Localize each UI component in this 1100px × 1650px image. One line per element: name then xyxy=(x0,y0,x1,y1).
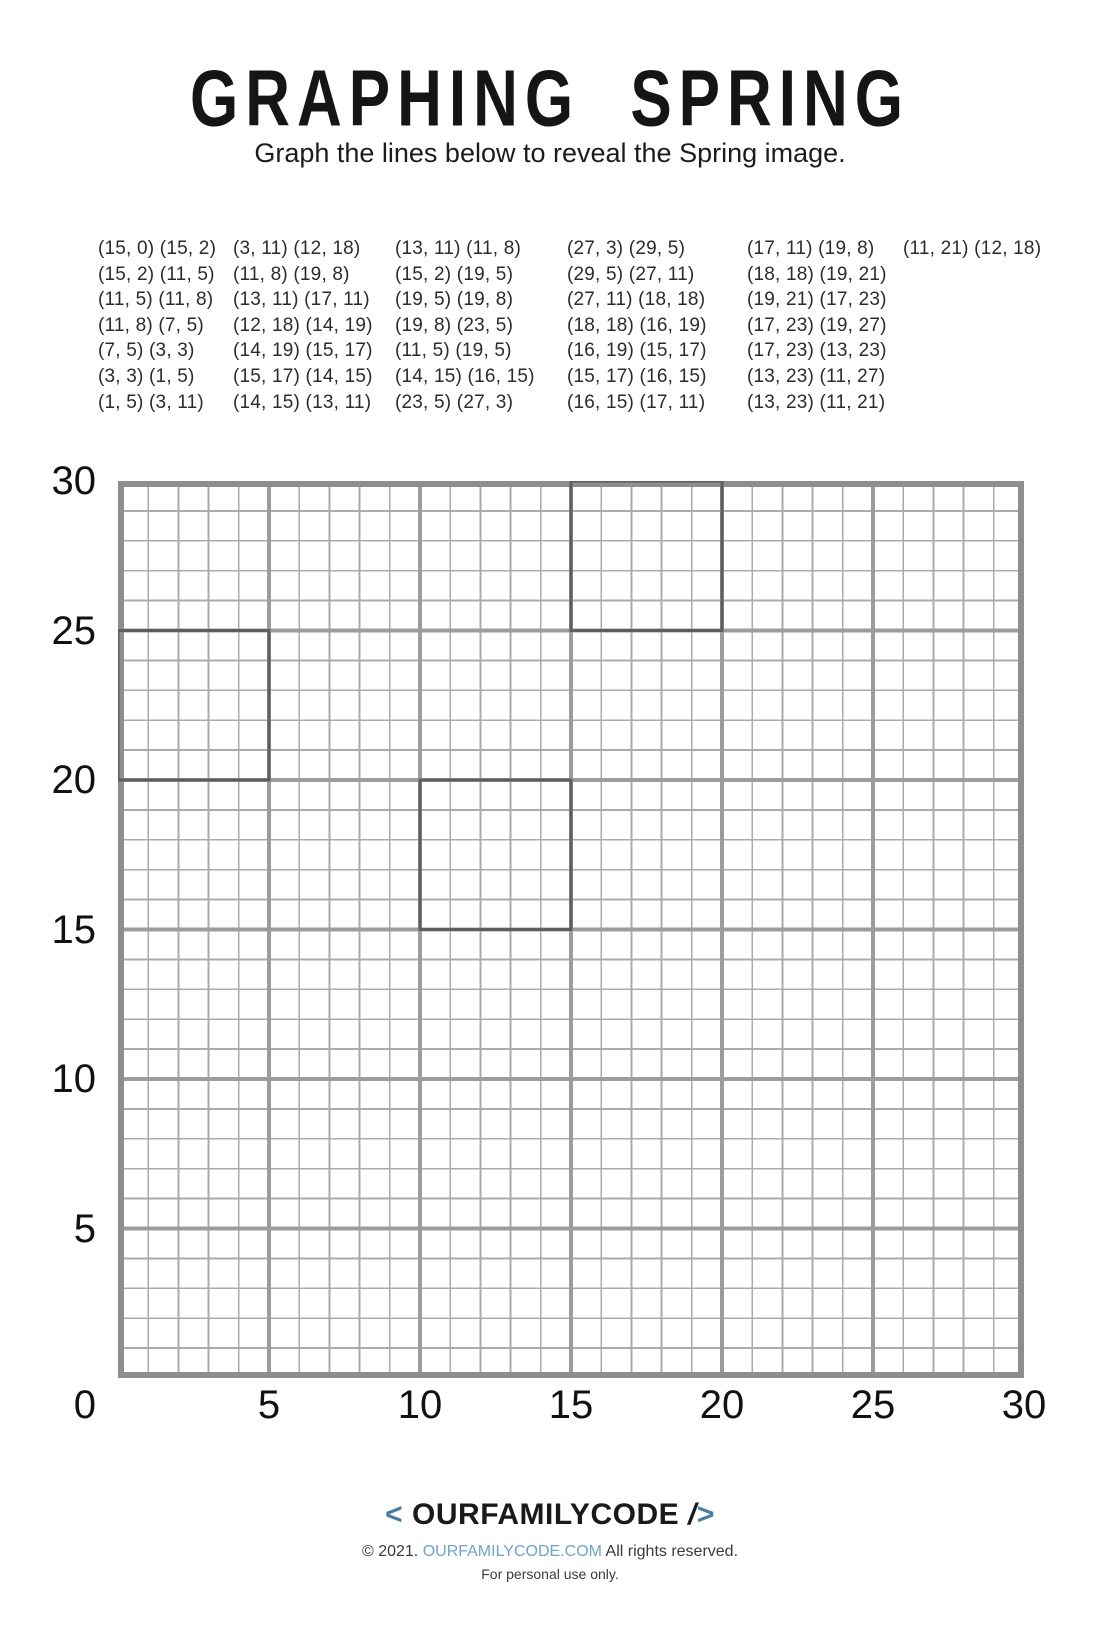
coordinate-pair-line: (3, 3) (1, 5) xyxy=(98,365,195,387)
coordinate-pair-line: (11, 5) (11, 8) xyxy=(98,289,214,311)
coordinate-pair-line: (23, 5) (27, 3) xyxy=(395,391,514,413)
coordinate-pair-line: (11, 21) (12, 18) xyxy=(903,238,1042,259)
logo-slash-icon: / xyxy=(687,1498,697,1531)
coordinate-pair-line: (14, 19) (15, 17) xyxy=(233,340,373,362)
x-tick-label: 10 xyxy=(397,1383,443,1427)
coordinate-column xyxy=(567,236,707,415)
x-tick-label: 30 xyxy=(1001,1383,1047,1427)
coordinate-pair-line: (17, 11) (19, 8) xyxy=(747,238,875,259)
dark-square xyxy=(118,631,269,781)
coordinate-pair-line: (29, 5) (27, 11) xyxy=(567,263,695,285)
coordinate-pair-line: (1, 5) (3, 11) xyxy=(98,391,204,413)
coordinate-pair-line: (15, 2) (11, 5) xyxy=(98,263,215,285)
coordinate-pair-line: (14, 15) (16, 15) xyxy=(395,365,535,387)
coordinate-pair-line: (19, 21) (17, 23) xyxy=(747,289,887,311)
coordinate-pair-line: (14, 15) (13, 11) xyxy=(233,391,372,413)
x-tick-label: 5 xyxy=(257,1383,281,1427)
x-tick-label: 15 xyxy=(548,1383,594,1427)
footer-copyright xyxy=(0,1543,1100,1561)
coordinate-pair-line: (3, 11) (12, 18) xyxy=(233,238,361,259)
coordinate-pair-line: (16, 19) (15, 17) xyxy=(567,340,707,362)
coordinate-pair-line: (11, 5) (19, 5) xyxy=(395,340,512,362)
coordinate-pair-line: (7, 5) (3, 3) xyxy=(98,340,195,362)
coordinate-pair-line: (15, 17) (16, 15) xyxy=(567,365,707,387)
dark-square xyxy=(571,481,722,631)
copyright-icon-text: © 2021. xyxy=(361,1543,423,1560)
dark-square xyxy=(420,780,571,930)
y-tick-label: 30 xyxy=(51,459,96,503)
coordinate-pair-line: (27, 11) (18, 18) xyxy=(567,289,706,311)
footer-site-link[interactable]: OURFAMILYCODE.COM xyxy=(422,1543,602,1560)
coordinate-pair-line: (17, 23) (19, 27) xyxy=(747,314,887,336)
coordinate-pair-line: (15, 2) (19, 5) xyxy=(395,263,514,285)
coordinate-pair-line: (13, 23) (11, 21) xyxy=(747,391,886,413)
coordinate-pair-line: (12, 18) (14, 19) xyxy=(233,314,373,336)
coordinate-pair-line: (16, 15) (17, 11) xyxy=(567,391,706,413)
y-tick-label: 20 xyxy=(51,758,96,802)
y-tick-label: 10 xyxy=(51,1057,96,1101)
coordinate-column xyxy=(747,236,887,415)
coordinate-list xyxy=(0,0,1100,420)
logo-name: OURFAMILYCODE xyxy=(412,1498,680,1531)
footer-usage-note: For personal use only. xyxy=(481,1566,619,1582)
logo-left-bracket-icon: < xyxy=(385,1498,404,1531)
coordinate-column xyxy=(233,236,373,415)
coordinate-pair-line: (11, 8) (19, 8) xyxy=(233,263,350,285)
copyright-suffix: All rights reserved. xyxy=(601,1543,739,1560)
coordinate-pair-line: (13, 11) (17, 11) xyxy=(233,289,370,311)
coordinate-grid xyxy=(118,481,1024,1378)
coordinate-column xyxy=(395,236,535,415)
logo-right-bracket-icon: > xyxy=(696,1498,715,1531)
coordinate-pair-line: (13, 23) (11, 27) xyxy=(747,365,886,387)
coordinate-pair-line: (18, 18) (19, 21) xyxy=(747,263,887,285)
coordinate-pair-line: (27, 3) (29, 5) xyxy=(567,238,686,259)
grid-svg xyxy=(118,481,1024,1378)
coordinate-pair-line: (19, 5) (19, 8) xyxy=(395,289,514,311)
coordinate-pair-line: (15, 17) (14, 15) xyxy=(233,365,373,387)
y-tick-label: 15 xyxy=(51,907,96,952)
origin-label: 0 xyxy=(73,1383,96,1427)
coordinate-pair-line: (13, 11) (11, 8) xyxy=(395,238,522,259)
coordinate-pair-line: (17, 23) (13, 23) xyxy=(747,340,887,362)
coordinate-column xyxy=(98,236,216,415)
x-tick-label: 25 xyxy=(850,1383,896,1427)
coordinate-pair-line: (18, 18) (16, 19) xyxy=(567,314,707,336)
coordinate-pair-line: (19, 8) (23, 5) xyxy=(395,314,514,336)
coordinate-pair-line: (11, 8) (7, 5) xyxy=(98,314,204,336)
y-tick-label: 25 xyxy=(51,608,96,653)
y-tick-label: 5 xyxy=(73,1206,96,1251)
page-subtitle: Graph the lines below to reveal the Spring image. xyxy=(254,138,846,168)
coordinate-pair-line: (15, 0) (15, 2) xyxy=(98,238,217,259)
page-title: GRAPHING SPRING xyxy=(189,55,911,144)
footer-logo xyxy=(0,1498,1100,1532)
x-tick-label: 20 xyxy=(699,1383,745,1427)
coordinate-column xyxy=(903,236,1041,262)
